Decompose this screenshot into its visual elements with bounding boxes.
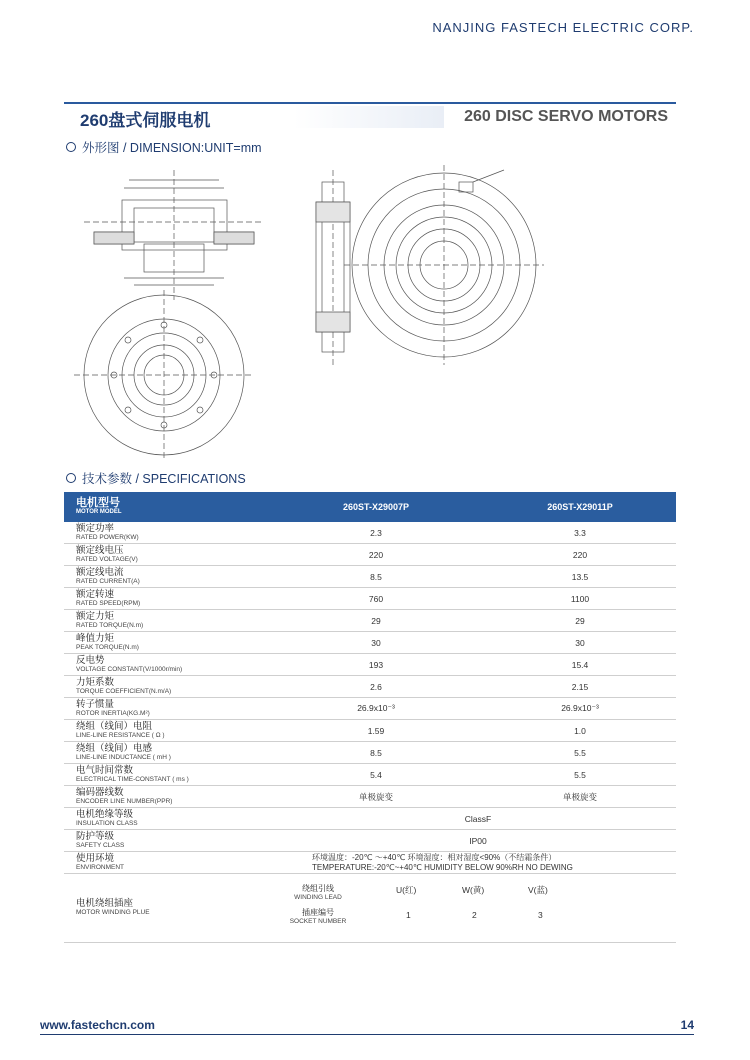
model-2-value: 29	[472, 610, 676, 632]
param-label: 转子惯量 ROTOR INERTIA(KG.M²)	[64, 698, 268, 720]
table-row	[64, 698, 676, 720]
model-2-value: 1.0	[472, 720, 676, 742]
param-label: 电机绝缘等级 INSULATION CLASS	[64, 808, 268, 830]
socket-number-label: 插座编号 SOCKET NUMBER	[289, 908, 347, 925]
table-row	[64, 742, 676, 764]
param-label: 使用环境 ENVIRONMENT	[64, 852, 268, 874]
winding-cell	[268, 874, 676, 943]
param-label: 峰值力矩 PEAK TORQUE(N.m)	[64, 632, 268, 654]
footer-url: www.fastechcn.com	[40, 1018, 155, 1032]
model-2-value: 220	[472, 544, 676, 566]
table-row	[64, 786, 676, 808]
table-row	[64, 654, 676, 676]
model-2-value: 30	[472, 632, 676, 654]
param-label: 绕组（线间）电阻 LINE-LINE RESISTANCE ( Ω )	[64, 720, 268, 742]
param-label: 额定线电压 RATED VOLTAGE(V)	[64, 544, 268, 566]
winding-lead-label: 绕组引线 WINDING LEAD	[294, 884, 342, 901]
table-row-safety	[64, 830, 676, 852]
socket-2: 2	[472, 910, 477, 920]
model-2-value: 5.5	[472, 742, 676, 764]
phase-v: V(蓝)	[528, 885, 548, 895]
table-row-winding	[64, 874, 676, 943]
spec-label: 技术参数 / SPECIFICATIONS	[82, 472, 246, 486]
safety-value: IP00	[268, 830, 676, 852]
phase-u: U(红)	[396, 885, 417, 895]
table-row	[64, 566, 676, 588]
param-label: 额定功率 RATED POWER(KW)	[64, 522, 268, 544]
spec-section-heading	[66, 469, 246, 487]
model-1-value: 193	[268, 654, 472, 676]
param-label: 电气时间常数 ELECTRICAL TIME-CONSTANT ( ms )	[64, 764, 268, 786]
spec-table	[64, 492, 676, 943]
param-label: 电机绕组插座 MOTOR WINDING PLUE	[64, 874, 268, 943]
dimension-label: 外形图 / DIMENSION:UNIT=mm	[82, 141, 262, 155]
param-label: 额定转速 RATED SPEED(RPM)	[64, 588, 268, 610]
model-1-value: 8.5	[268, 742, 472, 764]
table-row	[64, 588, 676, 610]
dimension-section-heading	[66, 138, 262, 156]
model-2-value: 2.15	[472, 676, 676, 698]
param-label: 防护等级 SAFETY CLASS	[64, 830, 268, 852]
model-2-value: 13.5	[472, 566, 676, 588]
model-1-value: 5.4	[268, 764, 472, 786]
table-row	[64, 720, 676, 742]
dimension-drawing	[64, 160, 704, 460]
param-label: 额定线电流 RATED CURRENT(A)	[64, 566, 268, 588]
model-1-value: 220	[268, 544, 472, 566]
table-row	[64, 764, 676, 786]
model-1-value: 单极旋变	[268, 786, 472, 808]
insulation-value: ClassF	[268, 808, 676, 830]
table-header-row	[64, 492, 676, 522]
socket-3: 3	[538, 910, 543, 920]
param-label: 编码器线数 ENCODER LINE NUMBER(PPR)	[64, 786, 268, 808]
model-1-value: 2.3	[268, 522, 472, 544]
model-1-value: 8.5	[268, 566, 472, 588]
param-label: 反电势 VOLTAGE CONSTANT(V/1000r/min)	[64, 654, 268, 676]
title-english: 260 DISC SERVO MOTORS	[464, 108, 668, 125]
title-chinese: 260盘式伺服电机	[80, 111, 211, 130]
table-row	[64, 632, 676, 654]
table-row	[64, 676, 676, 698]
bullet-circle-icon	[66, 142, 76, 152]
param-label: 力矩系数 TORQUE COEFFICIENT(N.m/A)	[64, 676, 268, 698]
table-row-insulation	[64, 808, 676, 830]
model-2-value: 单极旋变	[472, 786, 676, 808]
model-1-value: 30	[268, 632, 472, 654]
model-2-value: 15.4	[472, 654, 676, 676]
table-row	[64, 522, 676, 544]
model-1-value: 760	[268, 588, 472, 610]
phase-w: W(黄)	[462, 885, 485, 895]
title-bar	[64, 102, 676, 130]
model-1-value: 29	[268, 610, 472, 632]
model-2-value: 3.3	[472, 522, 676, 544]
footer-divider	[40, 1034, 694, 1035]
side-view	[316, 170, 350, 365]
page-number: 14	[680, 1018, 694, 1032]
front-view-right	[344, 165, 544, 365]
bullet-circle-icon	[66, 473, 76, 483]
model-1-header: 260ST-X29007P	[268, 492, 472, 522]
param-label: 额定力矩 RATED TORQUE(N.m)	[64, 610, 268, 632]
model-1-value: 2.6	[268, 676, 472, 698]
environment-value: 环境温度：-20℃ ～+40℃ 环境湿度：相对湿度<90%（不结霜条件） TEMPERATURE:-20℃~+40℃ HUMIDITY BELOW 90%RH NO DEWING	[268, 852, 676, 874]
model-1-value: 1.59	[268, 720, 472, 742]
param-header: 电机型号 MOTOR MODEL	[64, 492, 268, 522]
model-2-value: 5.5	[472, 764, 676, 786]
model-1-value: 26.9x10⁻³	[268, 698, 472, 720]
model-2-value: 26.9x10⁻³	[472, 698, 676, 720]
model-2-value: 1100	[472, 588, 676, 610]
company-name: NANJING FASTECH ELECTRIC CORP.	[432, 20, 694, 35]
table-row	[64, 544, 676, 566]
param-label: 绕组（线间）电感 LINE-LINE INDUCTANCE ( mH )	[64, 742, 268, 764]
front-view-left	[74, 290, 254, 460]
title-gradient-band	[294, 106, 444, 128]
table-row-environment	[64, 852, 676, 874]
table-row	[64, 610, 676, 632]
socket-1: 1	[406, 910, 411, 920]
model-2-header: 260ST-X29011P	[472, 492, 676, 522]
cross-section-view	[84, 170, 264, 300]
